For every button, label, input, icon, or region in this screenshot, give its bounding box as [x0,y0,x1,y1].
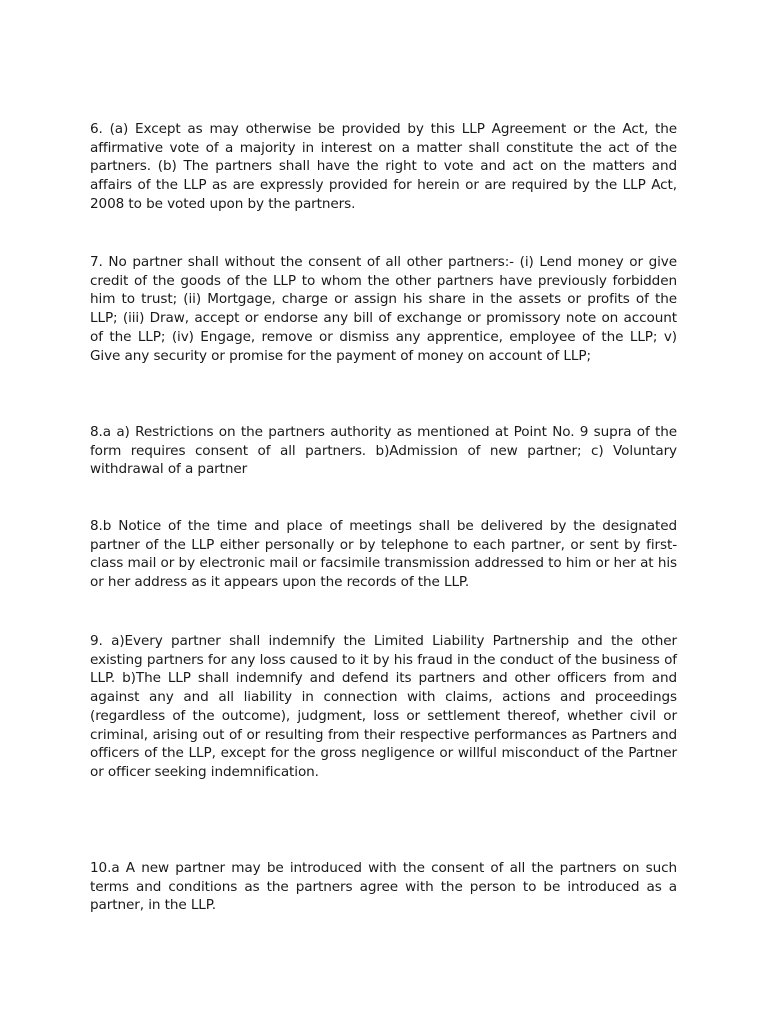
clause-10a-paragraph: 10.a A new partner may be introduced with the consent of all the partners on such terms and conditions as the partners agree with the person to be introduced as a partner, in the LLP. [90,860,677,914]
clause-6-paragraph: 6. (a) Except as may otherwise be provided by this LLP Agreement or the Act, the affirmative vote of a majority in interest on a matter shall constitute the act of the partners. (b) The partners shall have the right to vote and act on the matters and affairs of the LLP as are expressly provided for herein or are required by the LLP Act, 2008 to be voted upon by the partners. [90,121,677,212]
clause-8b-paragraph: 8.b Notice of the time and place of meetings shall be delivered by the designated partner of the LLP either personally or by telephone to each partner, or sent by first-class mail or by electronic mail or facsimile transmission addressed to him or her at his or her address as it appears upon the records of the LLP. [90,518,677,591]
clause-7-paragraph: 7. No partner shall without the consent of all other partners:- (i) Lend money or give credit of the goods of the LLP to whom the other partners have previously forbidden him to trust; (ii) Mortgage, charge or assign his share in the assets or profits of the LLP; (iii) Draw, accept or endorse any bill of exchange or promissory note on account of the LLP; (iv) Engage, remove or dismiss any apprentice, employee of the LLP; v) Give any security or promise for the payment of money on account of LLP; [90,254,677,364]
document-page [90,0,677,1024]
clause-9-paragraph: 9. a)Every partner shall indemnify the Limited Liability Partnership and the other existing partners for any loss caused to it by his fraud in the conduct of the business of LLP. b)The LLP shall indemnify and defend its partners and other officers from and against any and all liability in connection with claims, actions and proceedings (regardless of the outcome), judgment, loss or settlement thereof, whether civil or criminal, arising out of or resulting from their respective performances as Partners and officers of the LLP, except for the gross negligence or willful misconduct of the Partner or officer seeking indemnification. [90,633,677,780]
clause-8a-paragraph: 8.a a) Restrictions on the partners authority as mentioned at Point No. 9 supra of the form requires consent of all partners. b)Admission of new partner; c) Voluntary withdrawal of a partner [90,424,677,478]
